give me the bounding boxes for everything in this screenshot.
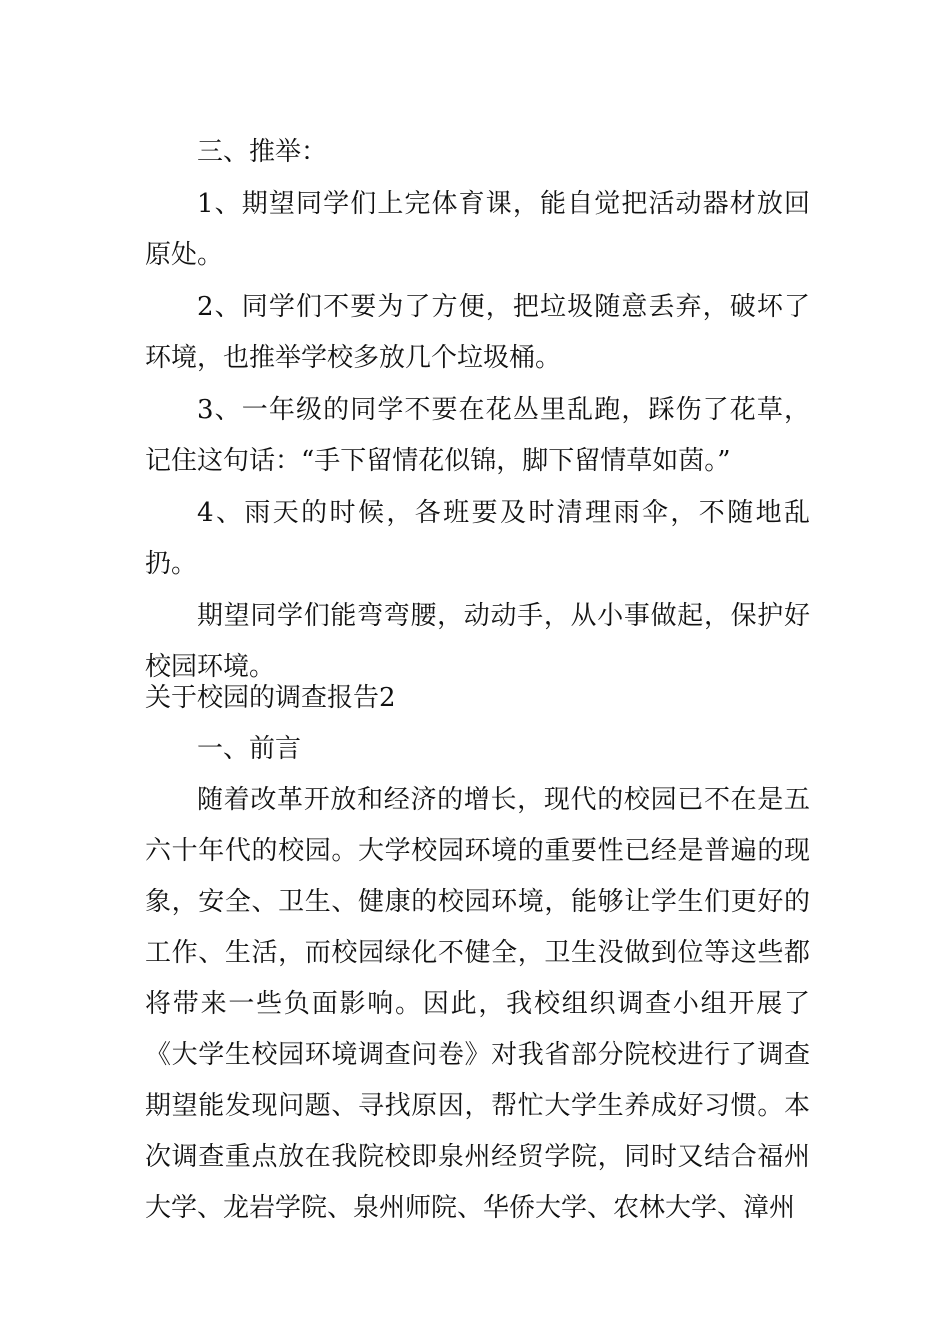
recommendation-item: 1、期望同学们上完体育课，能自觉把活动器材放回原处。 (145, 189, 810, 270)
recommendation-item: 4、雨天的时候，各班要及时清理雨伞，不随地乱扔。 (145, 498, 810, 579)
report-subheading: 一、前言 (197, 734, 302, 764)
section-report-2 (145, 673, 810, 1234)
section-heading-recommendations: 三、推举： (197, 137, 328, 167)
section-recommendations (145, 127, 810, 693)
report-body-paragraph: 随着改革开放和经济的增长，现代的校园已不在是五六十年代的校园。大学校园环境的重要性已经是普遍的现象，安全、卫生、健康的校园环境，能够让学生们更好的工作、生活，而校园绿化不健全，卫生没做到位等这些都将带来一些负面影响。因此，我校组织调查小组开展了《大学生校园环境调查问卷》对我省部分院校进行了调查期望能发现问题、寻找原因，帮忙大学生养成好习惯。本次调查重点放在我院校即泉州经贸学院，同时又结合福州大学、龙岩学院、泉州师院、华侨大学、农林大学、漳州 (145, 785, 810, 1223)
closing-paragraph: 期望同学们能弯弯腰，动动手，从小事做起，保护好校园环境。 (145, 601, 810, 682)
report-title: 关于校园的调查报告2 (145, 683, 396, 713)
recommendation-item: 2、同学们不要为了方便，把垃圾随意丢弃，破坏了环境，也推举学校多放几个垃圾桶。 (145, 292, 810, 373)
recommendation-item: 3、一年级的同学不要在花丛里乱跑，踩伤了花草，记住这句话：“手下留情花似锦，脚下留情草如茵。” (145, 395, 810, 476)
